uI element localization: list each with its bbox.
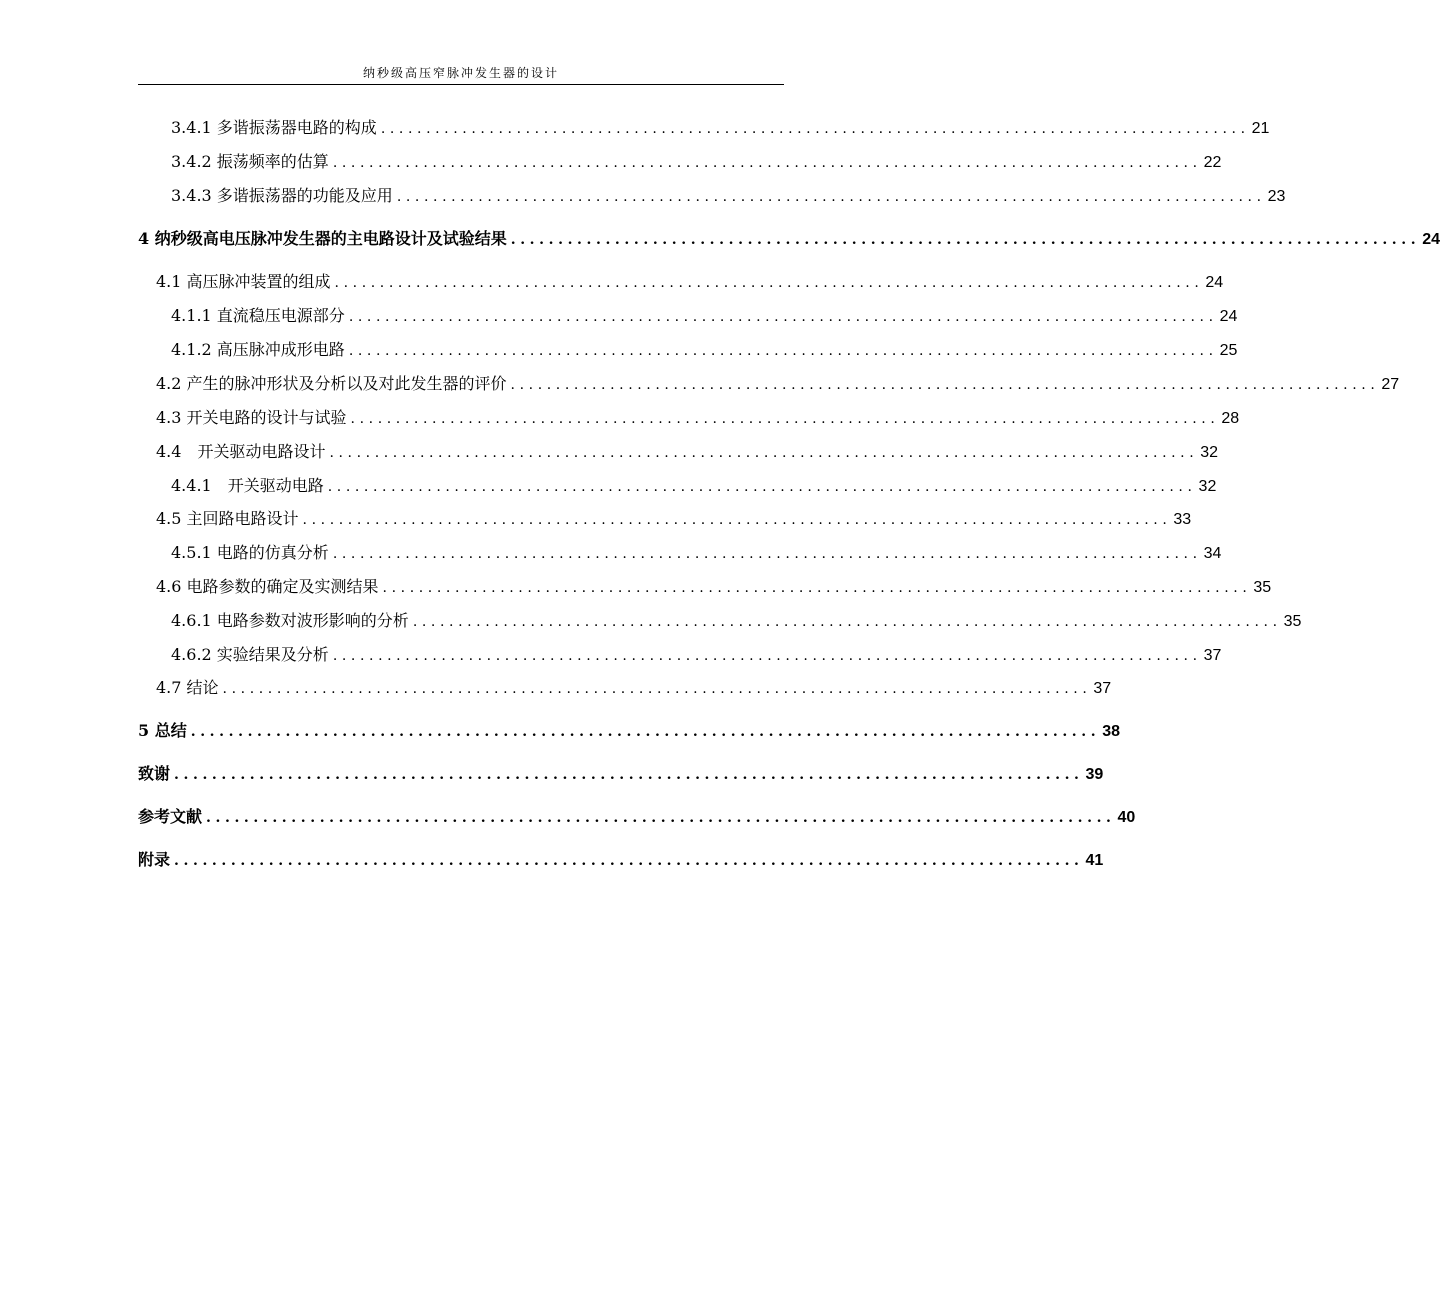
toc-entry[interactable] — [156, 373, 1400, 395]
toc-entry-page: 28 — [1221, 410, 1240, 427]
toc-leader-dots: ................................................................................................ — [334, 275, 1204, 291]
toc-entry-label: 4.1.2 高压脉冲成形电路 — [171, 340, 345, 359]
toc-entry-label: 4.6.1 电路参数对波形影响的分析 — [171, 611, 409, 630]
toc-leader-dots: ................................................................................................ — [382, 580, 1252, 596]
toc-leader-dots: ................................................................................................ — [206, 810, 1116, 826]
toc-leader-dots: ................................................................................................ — [302, 512, 1172, 528]
toc-entry-page: 40 — [1117, 809, 1136, 826]
toc-entry[interactable] — [156, 407, 1240, 429]
toc-leader-dots: ................................................................................................ — [332, 546, 1202, 562]
toc-entry[interactable] — [171, 475, 1217, 497]
toc-entry-label: 4.5 主回路电路设计 — [156, 509, 299, 528]
toc-leader-dots: ................................................................................................ — [332, 155, 1202, 171]
toc-entry-page: 39 — [1085, 766, 1104, 783]
toc-entry-page: 32 — [1200, 444, 1219, 461]
toc-entry-page: 33 — [1173, 511, 1192, 528]
toc-entry-label: 致谢 — [138, 764, 171, 783]
toc-entry[interactable] — [171, 644, 1222, 666]
toc-leader-dots: ................................................................................................ — [329, 445, 1199, 461]
toc-entry-page: 35 — [1283, 613, 1302, 630]
toc-entry[interactable] — [156, 677, 1112, 699]
toc-entry[interactable] — [171, 339, 1238, 361]
toc-entry-page: 37 — [1093, 680, 1112, 697]
toc-entry-label: 4.4.1 开关驱动电路 — [171, 476, 324, 495]
toc-entry-page: 41 — [1085, 852, 1104, 869]
toc-entry[interactable] — [171, 305, 1238, 327]
toc-entry[interactable] — [156, 441, 1219, 463]
toc-leader-dots: ................................................................................................ — [380, 121, 1250, 137]
toc-entry[interactable] — [156, 576, 1272, 598]
toc-entry[interactable] — [171, 542, 1222, 564]
toc-entry-page: 37 — [1203, 647, 1222, 664]
toc-entry-page: 21 — [1251, 120, 1270, 137]
toc-leader-dots: ................................................................................................ — [396, 189, 1266, 205]
toc-leader-dots: ................................................................................................ — [350, 411, 1220, 427]
toc-entry-label: 4.1 高压脉冲装置的组成 — [156, 272, 331, 291]
toc-entry-chapter[interactable] — [138, 228, 1440, 250]
toc-entry-label: 3.4.2 振荡频率的估算 — [171, 152, 329, 171]
toc-entry-label: 附录 — [138, 850, 171, 869]
toc-entry-label: 4.5.1 电路的仿真分析 — [171, 543, 329, 562]
toc-entry-label: 4.4 开关驱动电路设计 — [156, 442, 326, 461]
toc-entry-page: 25 — [1219, 342, 1238, 359]
toc-entry-chapter[interactable] — [138, 806, 1136, 828]
toc-entry[interactable] — [171, 117, 1270, 139]
toc-entry-label: 4.6 电路参数的确定及实测结果 — [156, 577, 379, 596]
toc-entry[interactable] — [156, 271, 1224, 293]
toc-leader-dots: ................................................................................................ — [174, 853, 1084, 869]
toc-entry-page: 32 — [1198, 478, 1217, 495]
toc-entry[interactable] — [171, 610, 1302, 632]
toc-leader-dots: ................................................................................................ — [348, 309, 1218, 325]
toc-entry-label: 参考文献 — [138, 807, 203, 826]
toc-leader-dots: ................................................................................................ — [332, 648, 1202, 664]
toc-leader-dots: ................................................................................................ — [190, 724, 1101, 740]
toc-leader-dots: ................................................................................................ — [510, 377, 1380, 393]
toc-entry-label: 3.4.3 多谐振荡器的功能及应用 — [171, 186, 393, 205]
toc-entry-label: 5 总结 — [138, 721, 187, 740]
toc-entry-label: 4.2 产生的脉冲形状及分析以及对此发生器的评价 — [156, 374, 507, 393]
toc-entry-page: 24 — [1219, 308, 1238, 325]
toc-entry-label: 3.4.1 多谐振荡器电路的构成 — [171, 118, 377, 137]
toc-entry-label: 4.7 结论 — [156, 678, 219, 697]
toc-entry-chapter[interactable] — [138, 763, 1104, 785]
toc-entry-label: 4.3 开关电路的设计与试验 — [156, 408, 347, 427]
toc-entry-label: 4.6.2 实验结果及分析 — [171, 645, 329, 664]
toc-entry-page: 22 — [1203, 154, 1222, 171]
toc-entry-chapter[interactable] — [138, 849, 1104, 871]
toc-leader-dots: ................................................................................................ — [510, 232, 1421, 248]
toc-entry-page: 27 — [1381, 376, 1400, 393]
toc-entry-page: 23 — [1267, 188, 1286, 205]
toc-entry-page: 38 — [1102, 723, 1121, 740]
toc-entry[interactable] — [156, 508, 1192, 530]
toc-entry-page: 35 — [1253, 579, 1272, 596]
running-header-title: 纳秒级高压窄脉冲发生器的设计 — [362, 66, 559, 80]
toc-entry-page: 24 — [1205, 274, 1224, 291]
toc-entry-page: 34 — [1203, 545, 1222, 562]
toc-entry[interactable] — [171, 185, 1286, 207]
toc-leader-dots: ................................................................................................ — [174, 767, 1084, 783]
toc-leader-dots: ................................................................................................ — [327, 479, 1197, 495]
toc-leader-dots: ................................................................................................ — [222, 681, 1092, 697]
toc-entry-chapter[interactable] — [138, 720, 1121, 742]
toc-entry-page: 24 — [1422, 231, 1440, 248]
toc-entry-label: 4.1.1 直流稳压电源部分 — [171, 306, 345, 325]
toc-leader-dots: ................................................................................................ — [348, 343, 1218, 359]
toc-entry[interactable] — [171, 151, 1222, 173]
toc-leader-dots: ................................................................................................ — [412, 614, 1282, 630]
toc-entry-label: 4 纳秒级高电压脉冲发生器的主电路设计及试验结果 — [138, 229, 507, 248]
